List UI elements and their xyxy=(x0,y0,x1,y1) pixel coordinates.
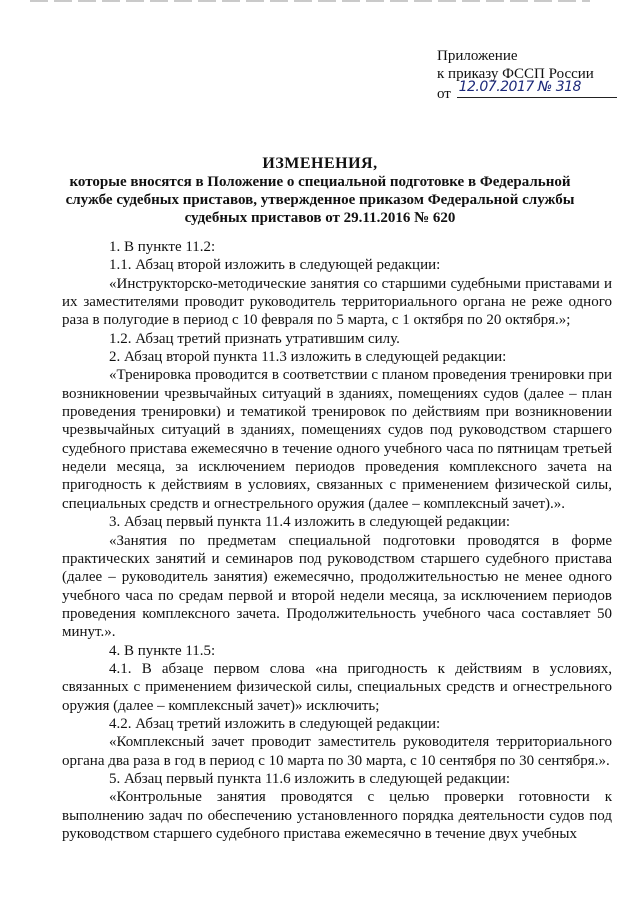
appendix-block xyxy=(437,47,617,103)
order-field-underline xyxy=(457,79,617,98)
paragraph: 4. В пункте 11.5: xyxy=(109,642,216,659)
scan-edge-artifact xyxy=(30,0,590,2)
paragraph: 4.1. В абзаце первом слова «на пригодность к действиям в условиях, связанных с применением физической силы, специальных средств и огнестрельного оружия (далее – комплексный зачет)» исключить; xyxy=(62,660,612,714)
paragraph: 1. В пункте 11.2: xyxy=(109,239,216,255)
paragraph: «Комплексный зачет проводит заместитель руководителя территориального органа два раза в год в период с 10 марта по 30 марта, с 10 сентября по 30 сентября.». xyxy=(62,734,612,769)
paragraph: «Инструкторско-методические занятия со старшими судебными приставами и их заместителями проводит руководитель территориального органа не реже одного раза в полугодие в период с 10 февраля по 5 марта, с 1 октября по 20 октября.»; xyxy=(62,275,612,329)
appendix-order-reference: к приказу ФССП России xyxy=(437,66,594,82)
paragraph: 5. Абзац первый пункта 11.6 изложить в следующей редакции: xyxy=(109,770,511,787)
document-title xyxy=(60,155,580,227)
document-body xyxy=(62,238,612,843)
order-prefix: от xyxy=(437,86,451,102)
paragraph: 3. Абзац первый пункта 11.4 изложить в следующей редакции: xyxy=(109,514,511,531)
paragraph: «Контрольные занятия проводятся с целью проверки готовности к выполнению задач по обеспечению установленного порядка деятельности судов под руководством старшего судебного пристава ежемесячно в течение двух учебных xyxy=(62,789,612,842)
paragraph: 1.1. Абзац второй изложить в следующей редакции: xyxy=(109,257,441,274)
appendix-title: Приложение xyxy=(437,48,518,64)
paragraph: 1.2. Абзац третий признать утратившим силу. xyxy=(109,330,400,347)
paragraph: «Тренировка проводится в соответствии с планом проведения тренировки при возникновении чрезвычайных ситуаций в зданиях, помещениях судов (далее – план проведения тренировки) и тематикой тренировок по действиям при возникновении чрезвычайных ситуаций в зданиях, помещениях судов под руководством старшего судебного пристава ежемесячно в течение одного учебного часа по пятницам третьей недели месяца, за исключением периодов проведения комплексного зачета на пригодность к действиям в условиях, связанных с применением физической силы, специальных средств и огнестрельного оружия (далее – комплексный зачет).». xyxy=(62,367,612,512)
title-heading: ИЗМЕНЕНИЯ, xyxy=(262,155,378,172)
handwritten-order-date-number: 12.07.2017 № 318 xyxy=(458,79,581,95)
title-subheading: которые вносятся в Положение о специальной подготовке в Федеральной службе судебных приставов, утвержденное приказом Федеральной службы судебных приставов от 29.11.2016 № 620 xyxy=(65,174,575,226)
paragraph: «Занятия по предметам специальной подготовки проводятся в форме практических занятий и семинаров под руководством старшего судебного пристава (далее – руководитель занятия) ежемесячно, продолжительностью не менее одного учебного часа по средам первой и второй недели месяца, за исключением периодов проведения комплексного зачета. Продолжительность учебного часа составляет 50 минут.». xyxy=(62,532,612,641)
appendix-order-date-number xyxy=(437,79,617,103)
paragraph: 2. Абзац второй пункта 11.3 изложить в следующей редакции: xyxy=(109,349,507,366)
paragraph: 4.2. Абзац третий изложить в следующей редакции: xyxy=(109,715,441,732)
